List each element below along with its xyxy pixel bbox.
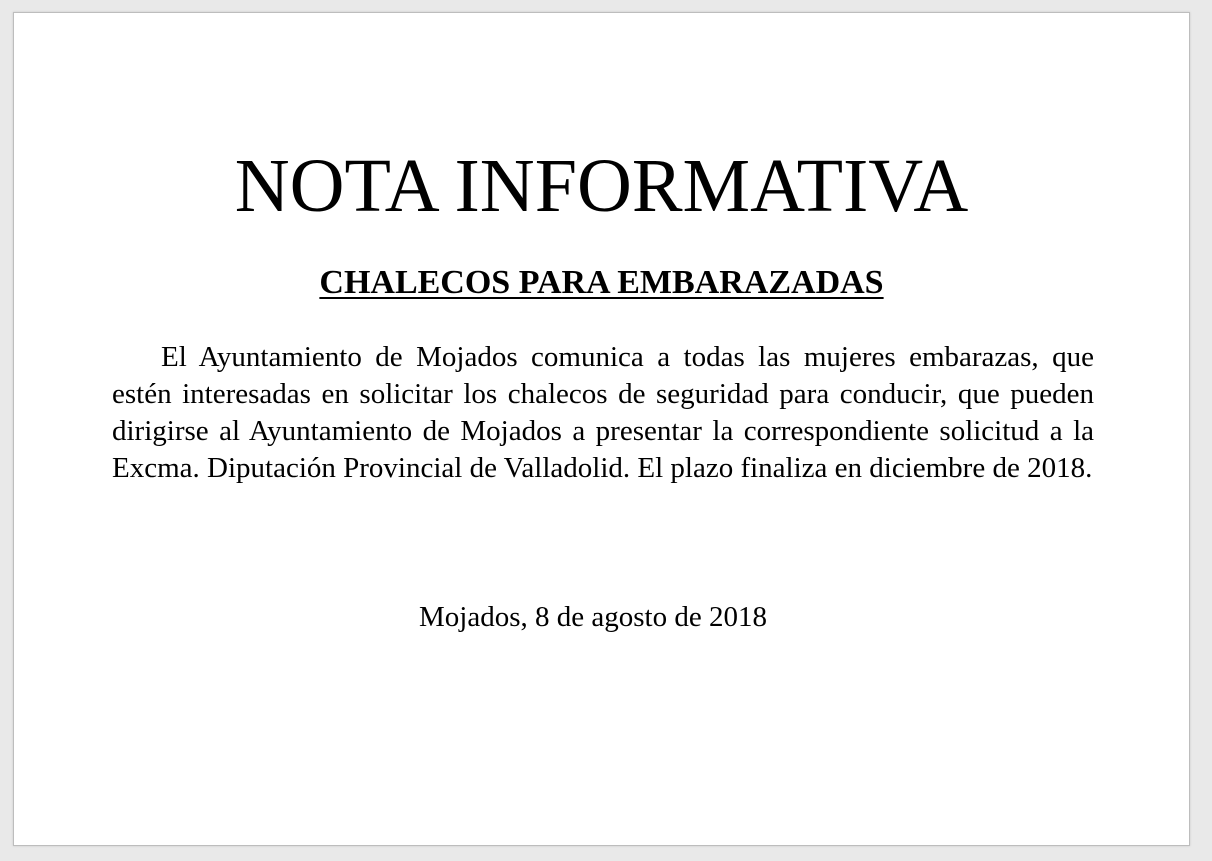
document-subtitle-text: CHALECOS PARA EMBARAZADAS <box>319 264 884 301</box>
document-subtitle <box>14 263 1189 303</box>
document-signature: Mojados, 8 de agosto de 2018 <box>419 601 767 633</box>
document-body: El Ayuntamiento de Mojados comunica a todas las mujeres embarazas, que estén interesadas en solicitar los chalecos de seguridad para conducir, que pueden dirigirse al Ayuntamiento de Mojados a presentar la correspondiente solicitud a la Excma. Diputación Provincial de Valladolid. El plazo finaliza en diciembre de 2018. <box>112 341 1094 484</box>
document-page <box>13 12 1190 846</box>
document-title: NOTA INFORMATIVA <box>234 144 969 228</box>
